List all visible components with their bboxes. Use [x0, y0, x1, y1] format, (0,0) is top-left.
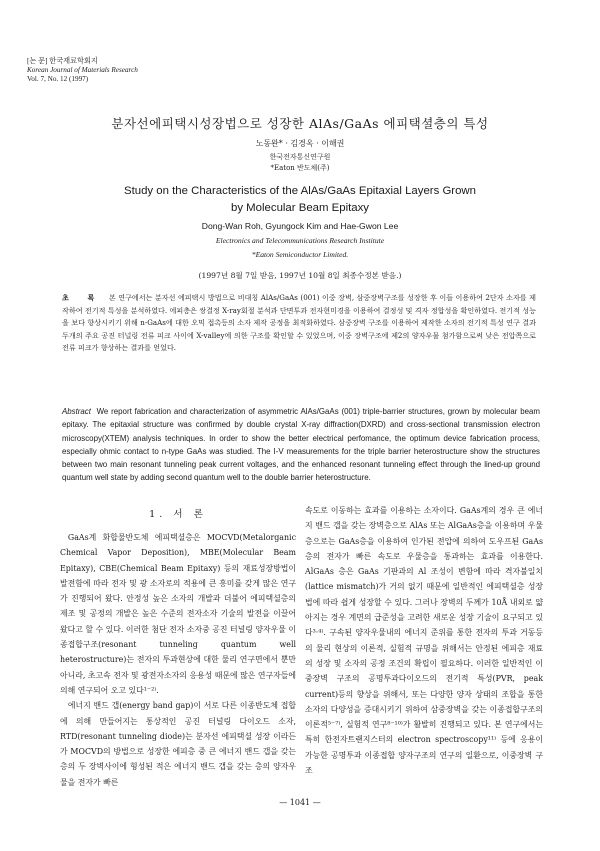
korean-abstract: [62, 292, 536, 355]
journal-header-line1: [논 문] 한국재료학회지: [27, 57, 98, 65]
korean-title: 분자선에피택시성장법으로 성장한 AlAs/GaAs 에피택셜층의 특성: [111, 116, 489, 131]
english-abstract-label: Abstract: [62, 407, 91, 416]
korean-abstract-label: 초 록: [62, 293, 103, 302]
korean-abstract-text: 본 연구에서는 분자선 에피택시 방법으로 비대칭 AlAs/GaAs (001) 이중 장벽, 삼중장벽구조를 성장한 후 이들 이용하여 2단자 소자를 제작하여 전기적 특성을 분석하였다. 에피층은 쌍결정 X-ray회절 분석과 단면투과 전자현미경을 이용하여 결정성 및 격자 정합성을 확인하였다. 전기적 성능을 보다 향상시키기 위해 n-GaAs에 대한 오믹 접촉등의 소자 제작 공정을 최적화하였다. 삼중장벽 구조를 이용하여 제작한 소자의 전기적 특성 연구 결과 두개의 주요 공진 터널링 전류 피크 사이에 X-valley에 의한 구조를 확인할 수 있었으며, 이중 장벽구조에 제2의 양자우물 첨가함으로써 낮은 전압쪽으로 전류 피크가 향상하는 결과를 얻었다.: [62, 293, 536, 352]
korean-affiliation-2: *Eaton 반도체(주): [270, 164, 330, 172]
right-paragraph-1: 속도로 이동하는 효과를 이용하는 소자이다. GaAs계의 경우 큰 에너지 밴드 갭을 갖는 장벽층으로 AlAs 또는 AlGaAs층을 이용하며 우물층으로는 GaAs층을 이용하여 인가된 전압에 의하여 도우프된 GaAs 층의 전자가 빠른 속도로 우물층을 통과하는 효과를 이용한다. AlGaAs 층은 GaAs 기판과의 Al 조성이 변함에 따라 격자불일치(lattice mismatch)가 거의 없기 때문에 일반적인 에피택셜층 성장법에 따라 쉽게 성장할 수 있다. 그러나 장벽의 두께가 10Å 내외로 얇아지는 경우 계면의 급준성을 고려한 새로운 성장 기술이 요구되고 있다³·⁴⁾. 구속된 양자우물내의 에너지 준위를 통한 전자의 투과 거동등의 물리 현상의 이론적, 실험적 규명을 위해서는 안정된 에피층 재료의 성장 및 소자의 공정 조건의 확립이 필요하다. 이러한 일반적인 이중장벽 구조의 공명투과다이오드의 전기적 특성(PVR, peak current)등의 향상을 위해서, 또는 다양한 양자 상태의 조합을 통한 소자의 다양성을 증대시키기 위하여 삼중장벽을 갖는 이종접합구조의 이론적⁵⁻⁷⁾, 실험적 연구⁸⁻¹⁰⁾가 활발히 진행되고 있다. 본 연구에서는 특히 한전자트랜지스터의 electron spectroscopy¹¹⁾ 등에 응용이 가능한 공명투과 이종접합 양자구조의 연구의 일환으로, 이중장벽 구조: [305, 506, 543, 776]
left-paragraph-2: 에너지 밴드 갭(energy band gap)이 서로 다른 이종반도체 접합에 의해 만들어지는 통상적인 공진 터널링 다이오드 소자, RTD(resonant tunneling diode)는 분자선 에피택셜 성장 이라든가 MOCVD의 방법으로 성장한 에피층 중 큰 에너지 밴드 갭을 갖는 층의 두 장벽사이에 형성된 적은 에너지 밴드 갭을 갖는 층의 양자우물을 전자가 빠른: [60, 701, 296, 787]
english-affiliation-2: *Eaton Semiconductor Limited.: [251, 250, 349, 259]
english-title-line2: by Molecular Beam Epitaxy: [230, 202, 369, 214]
received-dates: (1997년 8월 7일 받음, 1997년 10월 8일 최종수정본 받음.): [198, 271, 402, 280]
page-number: — 1041 —: [279, 798, 321, 807]
english-title-line1: Study on the Characteristics of the AlAs/GaAs Epitaxial Layers Grown: [123, 185, 476, 197]
korean-authors: 노동완* · 김경옥 · 이해권: [255, 139, 345, 148]
english-abstract: [62, 405, 540, 485]
korean-affiliation-1: 한국전자통신연구원: [269, 153, 331, 161]
english-affiliation-1: Electronics and Telecommunications Research Institute: [215, 236, 385, 245]
journal-header-line2: Korean Journal of Materials Research: [27, 66, 138, 74]
english-authors: Dong-Wan Roh, Gyungock Kim and Hae-Gwon Lee: [201, 221, 399, 231]
english-abstract-text: We report fabrication and characterization of asymmetric AlAs/GaAs (001) triple-barrier structures, grown by molecular beam epitaxy. The epitaxial structure was confirmed by double crystal X-ray diffraction(DXRD) and cross-sectional transmission electron microscopy(XTEM) analysis techniques. In order to show the better electrical perfomance, the optimum device fabrication process, especially ohmic contact to n-type GaAs was studied. The I-V measurements for the triple barrier heterostructure show the structures between two main resonant tunneling peak current voltages, and the enhanced resonant tunneling effect through the lined-up ground quantum well state by adding second quantum well to the double barrier heterostructure.: [62, 407, 541, 483]
journal-header: [27, 57, 138, 84]
journal-header-line3: Vol. 7, No. 12 (1997): [27, 75, 89, 83]
english-title: [0, 183, 600, 217]
section-heading: 1. 서 론: [149, 509, 207, 520]
left-column: [60, 530, 296, 790]
left-paragraph-1: GaAs계 화합물반도체 에피택셜층은 MOCVD(Metalorganic Chemical Vapor Deposition), MBE(Molecular Beam Epitaxy), CBE(Chemical Beam Epitaxy) 등의 재료성장방법이 발전함에 따라 전자 및 광 소자로의 적용에 큰 흥미를 갖게 많은 연구가 진행되어 왔다. 안정성 높은 소자의 개발과 더불어 에피택셜층의 제조 및 공정의 개발은 높은 수준의 전자소자 기술의 발전을 이끌어 왔다고 할 수 있다. 이러한 첨단 전자 소자중 공진 터널링 양자우물 이종접합구조(resonant tunneling quantum well heterostructure)는 전자의 투과현상에 대한 물리 연구면에서 뿐만 아니라, 초고속 전자 및 광전자소자의 응용성 때문에 많은 연구자들에 의해 연구되어 오고 있다¹⁻²⁾.: [60, 533, 297, 695]
right-column: [305, 503, 543, 778]
